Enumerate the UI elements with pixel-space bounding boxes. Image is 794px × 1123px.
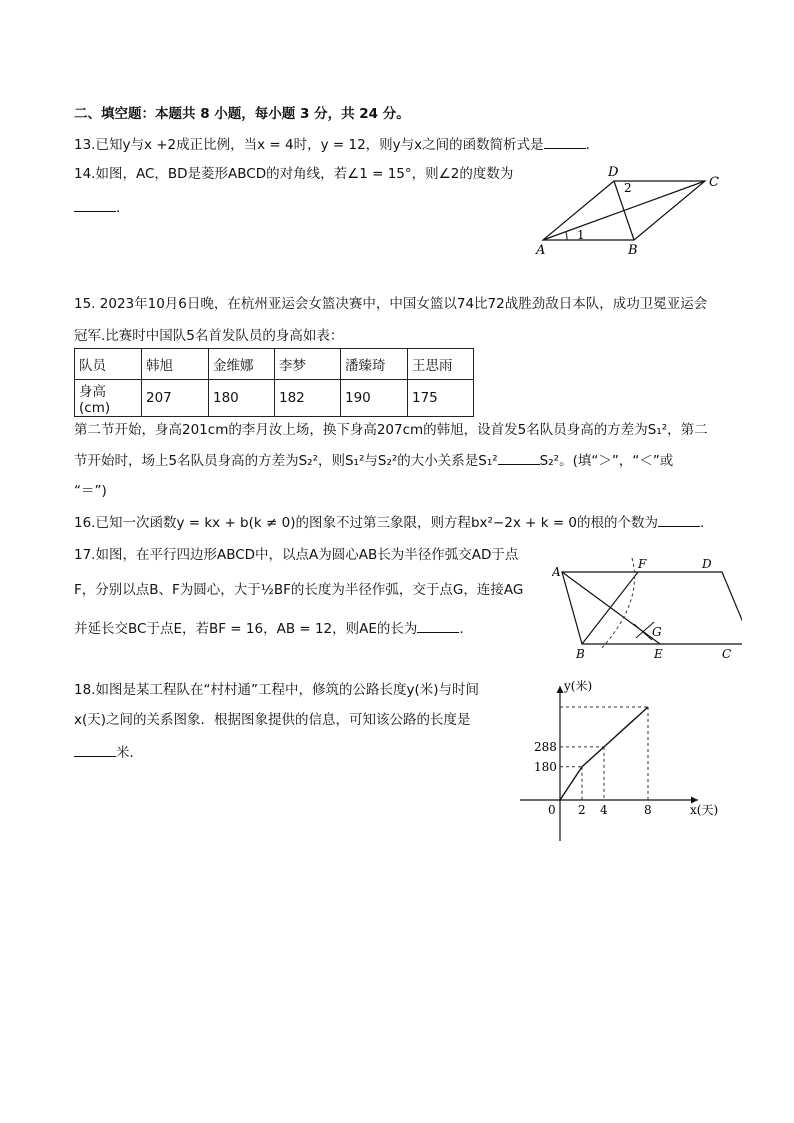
q18-line1: 18.如图是某工程队在“村村通”工程中，修筑的公路长度y(米)与时间 xyxy=(74,682,479,698)
q17-answer-blank xyxy=(417,618,459,633)
q16-answer-blank xyxy=(658,512,700,527)
table-cell: 190 xyxy=(341,380,408,417)
parallelogram-figure xyxy=(552,552,742,662)
para-label-c: C xyxy=(722,647,732,661)
rhombus-label-d: D xyxy=(608,165,619,180)
q13-text: 13.已知y与x +2成正比例，当x = 4时，y = 12，则y与x之间的函数简析式是 xyxy=(74,137,544,153)
q15-line4 xyxy=(74,450,673,471)
q13-answer-blank xyxy=(544,134,586,149)
table-row xyxy=(75,349,474,380)
origin-label: 0 xyxy=(548,803,556,817)
table-cell: 韩旭 xyxy=(142,349,209,380)
y-axis-label: y(米) xyxy=(564,679,593,693)
q15-line5: “＝”) xyxy=(74,483,107,499)
table-row xyxy=(75,380,474,417)
para-label-e: E xyxy=(654,647,663,661)
q17-end: . xyxy=(459,621,464,637)
q13-end: . xyxy=(585,137,590,153)
q16-end: . xyxy=(700,515,705,531)
y-tick-label: 180 xyxy=(534,759,557,774)
table-cell: 182 xyxy=(275,380,341,417)
rhombus-label-2: 2 xyxy=(624,181,632,195)
q15-line4b: S₂²。(填“＞”，“＜”或 xyxy=(539,453,674,469)
table-cell: 207 xyxy=(142,380,209,417)
para-label-g: G xyxy=(652,625,662,639)
angle-1-arc xyxy=(566,232,567,240)
q15-line1: 15. 2023年10月6日晚，在杭州亚运会女篮决赛中，中国女篮以74比72战胜劲敌日本队，成功卫冕亚运会 xyxy=(74,296,708,312)
q17-line3-text: 并延长交BC于点E，若BF = 16，AB = 12，则AE的长为 xyxy=(74,621,418,637)
height-table xyxy=(74,348,474,417)
rhombus-label-c: C xyxy=(709,175,719,190)
para-label-a: A xyxy=(552,565,561,579)
table-cell: 李梦 xyxy=(275,349,341,380)
segment-ae xyxy=(562,572,660,644)
x-tick-label: 4 xyxy=(600,803,608,817)
q14-end: . xyxy=(116,200,121,216)
rhombus-figure xyxy=(530,160,730,260)
q14-answer-blank xyxy=(74,197,116,212)
rhombus-label-b: B xyxy=(628,243,638,258)
series-segment xyxy=(560,767,582,800)
question-13 xyxy=(74,134,590,155)
table-cell: 潘臻琦 xyxy=(341,349,408,380)
series-segment xyxy=(582,747,604,767)
para-label-b: B xyxy=(576,647,585,661)
table-cell: 金维娜 xyxy=(209,349,275,380)
q17-line2: F，分别以点B、F为圆心，大于½BF的长度为半径作弧，交于点G，连接AG xyxy=(74,582,524,598)
q14-line2 xyxy=(74,197,120,218)
q18-line3 xyxy=(74,742,143,763)
segment-bf xyxy=(582,572,638,644)
table-cell: 175 xyxy=(408,380,474,417)
q16-text: 16.已知一次函数y = kx + b(k ≠ 0)的图象不过第三象限，则方程bx²−2x + k = 0的根的个数为 xyxy=(74,515,659,531)
q15-line3: 第二节开始，身高201cm的李月汝上场，换下身高207cm的韩旭，设首发5名队员身高的方差为S₁²，第二 xyxy=(74,422,708,438)
q15-answer-blank xyxy=(498,450,540,465)
q18-line2: x(天)之间的关系图象．根据图象提供的信息，可知该公路的长度是 xyxy=(74,712,471,728)
y-tick-label: 288 xyxy=(534,739,557,754)
rhombus-label-a: A xyxy=(536,243,546,258)
table-cell: 王思雨 xyxy=(408,349,474,380)
q15-line4a: 节开始时，场上5名队员身高的方差为S₂²，则S₁²与S₂²的大小关系是S₁² xyxy=(74,453,498,469)
section-title: 二、填空题：本题共 8 小题，每小题 3 分，共 24 分。 xyxy=(74,106,410,122)
q17-line1: 17.如图，在平行四边形ABCD中，以点A为圆心AB长为半径作弧交AD于点 xyxy=(74,547,519,563)
rhombus-label-1: 1 xyxy=(577,228,585,242)
table-cell: 身高(cm) xyxy=(75,380,142,417)
series-segment xyxy=(604,707,648,747)
para-label-d: D xyxy=(702,557,712,571)
q18-end: 米． xyxy=(116,745,143,761)
x-tick-label: 8 xyxy=(644,803,652,817)
table-cell: 180 xyxy=(209,380,275,417)
para-label-f: F xyxy=(638,557,647,571)
question-16 xyxy=(74,512,704,533)
x-axis-label: x(天) xyxy=(690,803,719,817)
table-cell: 队员 xyxy=(75,349,142,380)
x-tick-label: 2 xyxy=(578,803,586,817)
q14-line1: 14.如图，AC，BD是菱形ABCD的对角线，若∠1 = 15°，则∠2的度数为 xyxy=(74,166,514,182)
q15-line2: 冠军.比赛时中国队5名首发队员的身高如表： xyxy=(74,328,344,344)
road-length-chart xyxy=(510,676,740,846)
q18-answer-blank xyxy=(74,742,116,757)
q17-line3 xyxy=(74,618,464,639)
